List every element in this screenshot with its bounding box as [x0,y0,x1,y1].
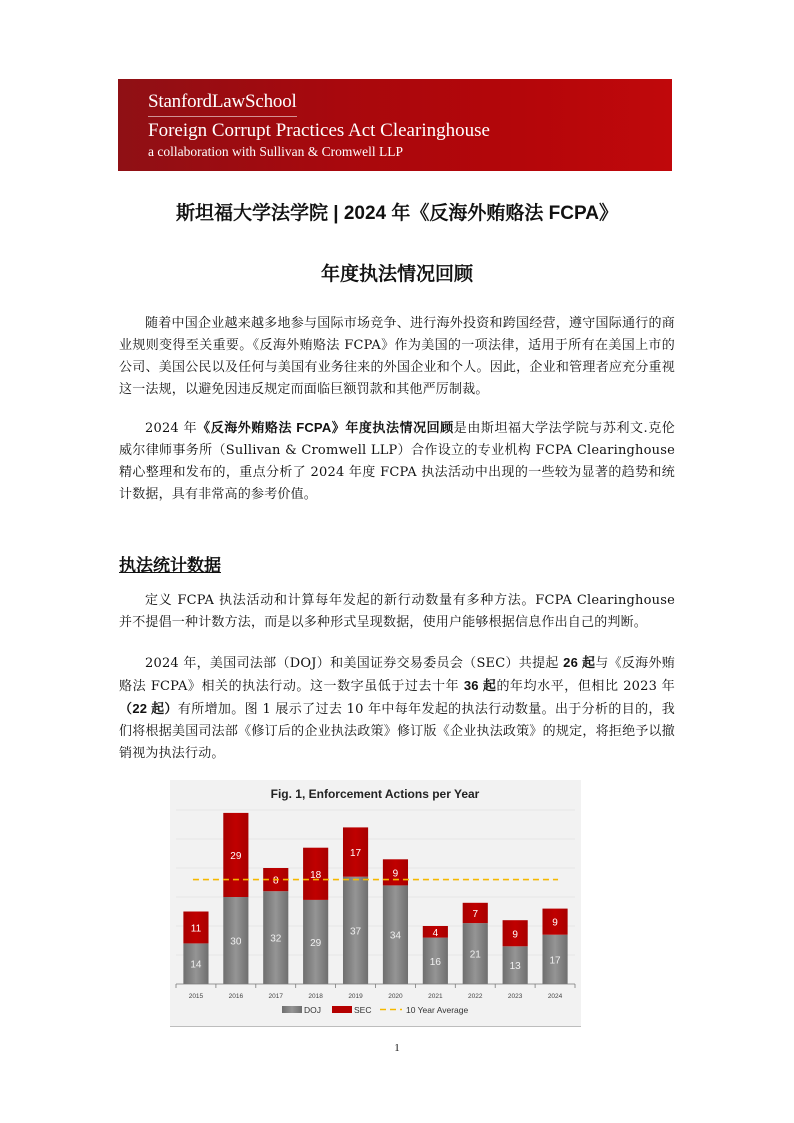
x-tick-label: 2023 [507,993,523,1000]
about-paragraph [119,417,675,506]
enforcement-chart [170,780,581,1027]
data-label-doj-2023: 13 [509,961,521,973]
stats-text: 与《反海外贿赂法 FCPA》相关的执法行动。这一数字虽低于过去十年 [119,656,675,694]
stats-text: 的年均水平，但相比 2023 年 [496,679,675,694]
data-label-sec-2018: 18 [310,869,322,881]
chart-svg [170,780,581,1026]
x-tick-label: 2020 [388,993,403,1000]
legend-swatch-doj [282,1006,302,1013]
data-label-doj-2020: 34 [389,930,402,942]
banner-collaboration: a collaboration with Sullivan & Cromwell LLP [148,144,403,159]
about-year: 2024 年 [145,421,198,436]
legend-label-sec: SEC [354,1005,372,1015]
legend-label-average: 10 Year Average [406,1005,469,1015]
x-tick-label: 2022 [468,993,483,1000]
banner-school-name: StanfordLawSchool [148,91,297,117]
page-number: 1 [394,1042,400,1054]
about-body: 是由斯坦福大学法学院与苏利文.克伦威尔律师事务所（Sullivan & Cromwell LLP）合作设立的专业机构 FCPA Clearinghouse 精心整理和发布的，重点分析了 2024 年度 FCPA 执法活动中出现的一些较为显著的趋势和统计数据，具有非常高的参考价值。 [119,421,675,502]
data-label-doj-2018: 29 [310,937,322,949]
x-tick-label: 2024 [547,993,563,1000]
legend-label-doj: DOJ [304,1005,321,1015]
statistics-paragraph [119,652,675,765]
data-label-doj-2021: 16 [429,956,441,968]
section-heading: 执法统计数据 [119,556,221,576]
x-tick-label: 2021 [428,993,443,1000]
data-label-sec-2023: 9 [512,929,518,941]
data-label-doj-2019: 37 [349,926,362,938]
intro-paragraph: 随着中国企业越来越多地参与国际市场竞争、进行海外投资和跨国经营，遵守国际通行的商业规则变得至关重要。《反海外贿赂法 FCPA》作为美国的一项法律，适用于所有在美国上市的公司、美国公民以及任何与美国有业务往来的外国企业和个人。因此，企业和管理者应充分重视这一法规，以避免因违反规定而面临巨额罚款和其他严厉制裁。 [119,316,675,397]
document-title: 斯坦福大学法学院 | 2024 年《反海外贿赂法 FCPA》 [175,203,618,224]
about-report-title: 《反海外贿赂法 FCPA》年度执法情况回顾 [197,420,454,435]
data-label-doj-2022: 21 [469,949,481,961]
data-label-doj-2024: 17 [549,955,561,967]
data-label-sec-2020: 9 [392,868,399,880]
x-tick-label: 2017 [268,993,283,1000]
stats-average: 36 起 [463,678,497,693]
x-tick-label: 2016 [228,993,244,1000]
data-label-doj-2016: 30 [230,936,242,948]
x-tick-label: 2019 [348,993,363,1000]
document-subtitle: 年度执法情况回顾 [320,264,473,285]
data-label-sec-2022: 7 [472,908,479,920]
data-label-sec-2021: 4 [432,927,439,939]
data-label-doj-2017: 32 [270,933,282,945]
stats-text: 有所增加。图 1 展示了过去 10 年中每年发起的执法行动数量。出于分析的目的，我们将根据美国司法部《修订后的企业执法政策》修订版《企业执法政策》的规定，将拒绝予以撤销视为执法行动。 [119,702,675,761]
banner-center-name: Foreign Corrupt Practices Act Clearinghouse [148,120,490,141]
stats-total-2024: 26 起 [563,655,596,670]
header-banner [118,79,672,171]
stats-text: 2024 年，美国司法部（DOJ）和美国证券交易委员会（SEC）共提起 [145,656,564,671]
data-label-doj-2015: 14 [190,959,202,971]
legend-swatch-sec [332,1006,352,1013]
chart-title: Fig. 1, Enforcement Actions per Year [270,787,480,801]
methodology-paragraph: 定义 FCPA 执法活动和计算每年发起的新行动数量有多种方法。FCPA Clearinghouse 并不提倡一种计数方法，而是以多种形式呈现数据，使用户能够根据信息作出自己的判断。 [119,593,675,630]
data-label-sec-2016: 29 [230,850,242,862]
x-tick-label: 2015 [188,993,204,1000]
data-label-sec-2015: 11 [190,923,202,935]
data-label-sec-2019: 17 [349,848,362,860]
data-label-sec-2017: 8 [272,875,279,887]
data-label-sec-2024: 9 [552,917,558,929]
stats-total-2023: （22 起） [119,701,178,716]
x-tick-label: 2018 [308,993,323,1000]
